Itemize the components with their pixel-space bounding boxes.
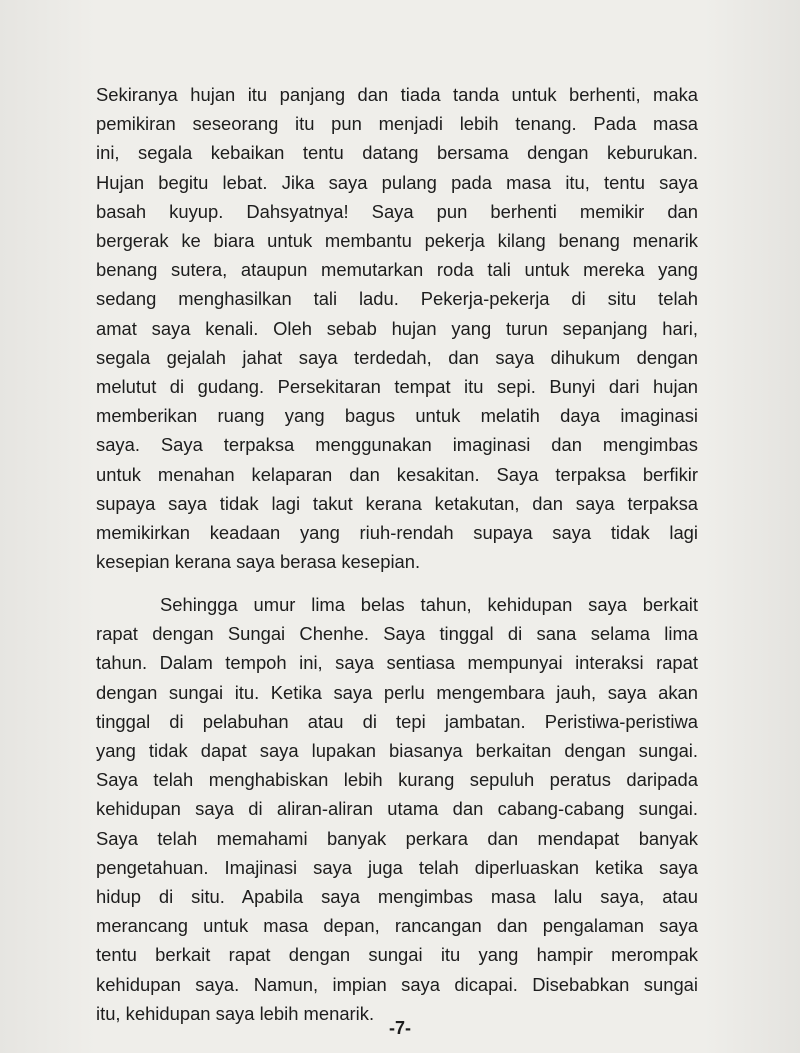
text-line: Saya telah memahami banyak perkara dan mendapat banyak	[96, 827, 698, 849]
page-number: -7-	[389, 1018, 411, 1038]
text-line: tahun. Dalam tempoh ini, saya sentiasa mempunyai interaksi rapat	[96, 652, 698, 674]
text-line: segala gejalah jahat saya terdedah, dan saya dihukum dengan	[96, 346, 698, 368]
text-line: memikirkan keadaan yang riuh-rendah supaya saya tidak lagi	[96, 522, 698, 544]
text-line: pemikiran seseorang itu pun menjadi lebih tenang. Pada masa	[96, 113, 698, 135]
text-line: tinggal di pelabuhan atau di tepi jambatan. Peristiwa-peristiwa	[96, 710, 698, 732]
text-line: Sehingga umur lima belas tahun, kehidupan saya berkait	[160, 594, 698, 615]
text-line: kesepian kerana saya berasa kesepian.	[96, 551, 421, 573]
text-line: tentu berkait rapat dengan sungai itu yang hampir merompak	[96, 944, 698, 966]
text-line: saya. Saya terpaksa menggunakan imaginasi dan mengimbas	[96, 434, 698, 456]
text-line: melutut di gudang. Persekitaran tempat itu sepi. Bunyi dari hujan	[96, 376, 698, 398]
text-line: supaya saya tidak lagi takut kerana ketakutan, dan saya terpaksa	[96, 492, 698, 514]
text-line: benang sutera, ataupun memutarkan roda tali untuk mereka yang	[96, 259, 698, 281]
text-line: amat saya kenali. Oleh sebab hujan yang turun sepanjang hari,	[96, 317, 698, 339]
text-line: basah kuyup. Dahsyatnya! Saya pun berhenti memikir dan	[96, 200, 698, 222]
text-line: hidup di situ. Apabila saya mengimbas masa lalu saya, atau	[96, 886, 698, 908]
text-line: bergerak ke biara untuk membantu pekerja kilang benang menarik	[96, 230, 698, 252]
text-line: rapat dengan Sungai Chenhe. Saya tinggal di sana selama lima	[96, 623, 698, 645]
text-line: sedang menghasilkan tali ladu. Pekerja-pekerja di situ telah	[96, 288, 698, 310]
text-line: Sekiranya hujan itu panjang dan tiada tanda untuk berhenti, maka	[96, 84, 698, 105]
text-line: pengetahuan. Imajinasi saya juga telah diperluaskan ketika saya	[96, 856, 698, 878]
text-line: yang tidak dapat saya lupakan biasanya berkaitan dengan sungai.	[96, 740, 698, 762]
text-line: kehidupan saya di aliran-aliran utama dan cabang-cabang sungai.	[96, 798, 698, 820]
text-line: dengan sungai itu. Ketika saya perlu mengembara jauh, saya akan	[96, 681, 698, 703]
paragraph-2	[96, 590, 698, 1028]
text-line: memberikan ruang yang bagus untuk melatih daya imaginasi	[96, 405, 698, 427]
text-line: Saya telah menghabiskan lebih kurang sepuluh peratus daripada	[96, 769, 698, 791]
text-line: untuk menahan kelaparan dan kesakitan. Saya terpaksa berfikir	[96, 463, 698, 485]
text-line: itu, kehidupan saya lebih menarik.	[96, 1002, 375, 1024]
text-line: Hujan begitu lebat. Jika saya pulang pada masa itu, tentu saya	[96, 171, 698, 193]
text-line: kehidupan saya. Namun, impian saya dicapai. Disebabkan sungai	[96, 973, 698, 995]
text-line: merancang untuk masa depan, rancangan dan pengalaman saya	[96, 915, 698, 937]
text-line: ini, segala kebaikan tentu datang bersama dengan keburukan.	[96, 142, 698, 164]
paragraph-1	[96, 80, 698, 576]
